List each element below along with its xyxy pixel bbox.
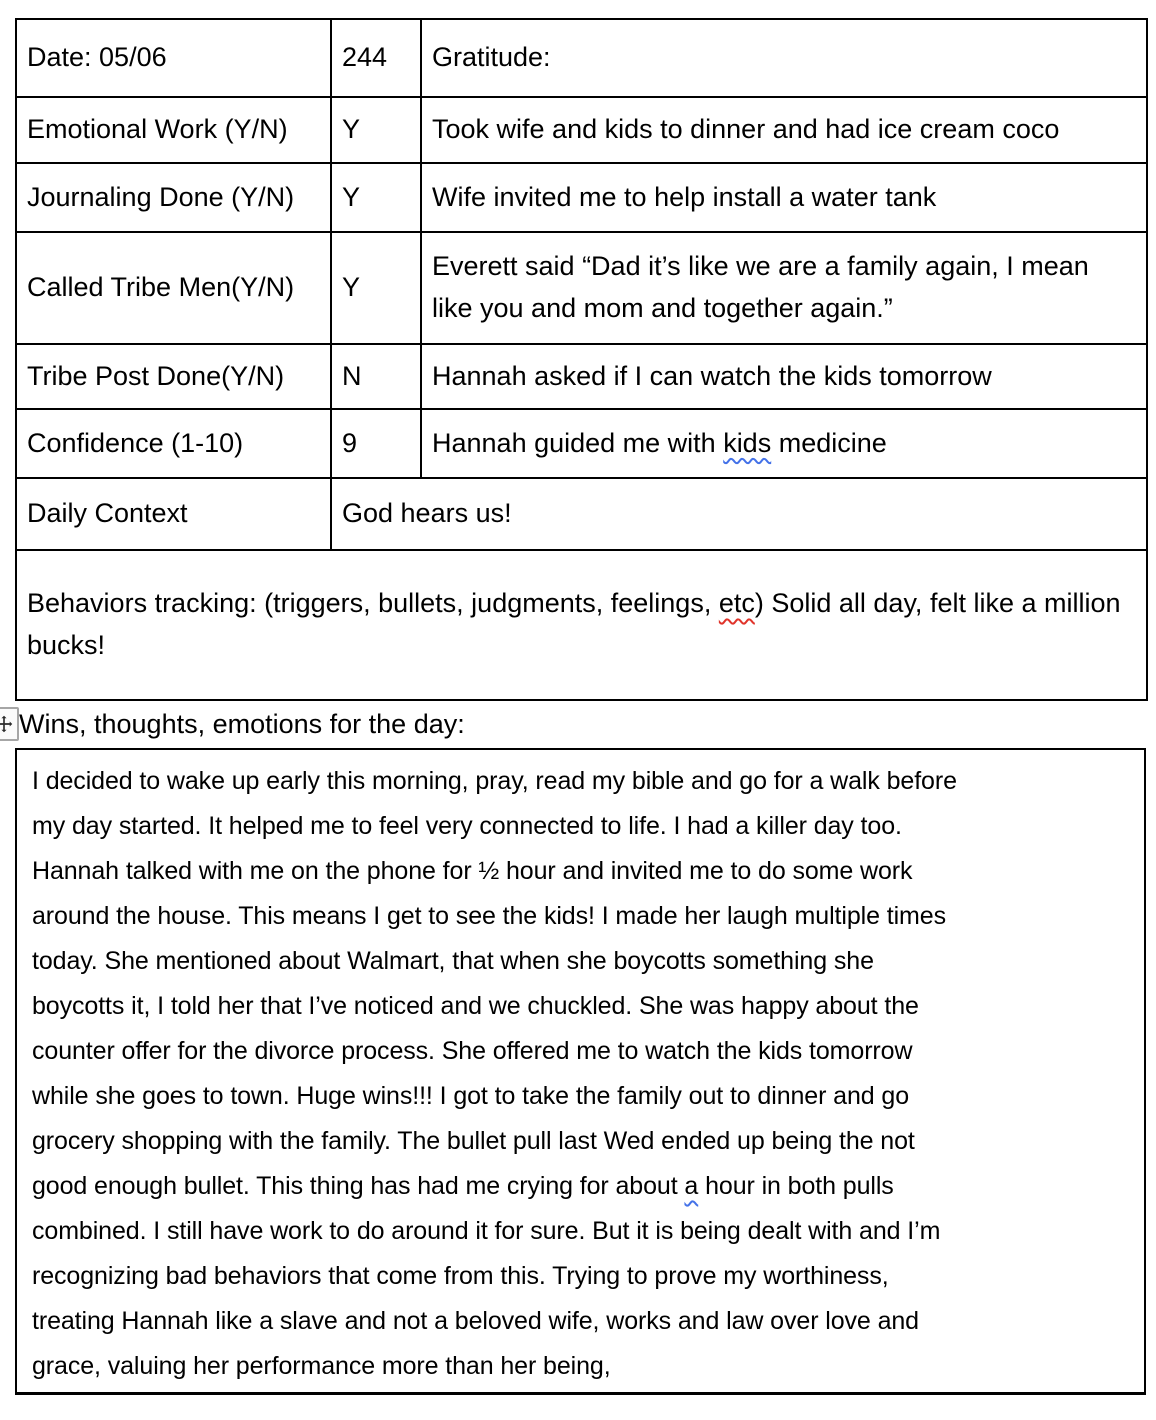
gratitude-header-cell[interactable]: Gratitude: <box>421 19 1147 97</box>
table-row-called-tribe <box>16 232 1147 344</box>
paragraph-line[interactable] <box>32 894 1129 939</box>
day-number-cell[interactable]: 244 <box>331 19 421 97</box>
text-run: boycotts it, I told her that I’ve noticed and we chuckled. She was happy about the <box>32 992 919 1020</box>
wins-section-heading[interactable]: Wins, thoughts, emotions for the day: <box>19 709 465 739</box>
metric-value-cell[interactable]: N <box>331 344 421 409</box>
metric-label-cell[interactable]: Emotional Work (Y/N) <box>16 97 331 163</box>
metric-label-cell[interactable]: Journaling Done (Y/N) <box>16 163 331 232</box>
table-row-header <box>16 19 1147 97</box>
table-move-handle-icon[interactable] <box>0 707 19 741</box>
gratitude-entry-cell[interactable] <box>421 97 1147 163</box>
text-run: ) Solid all day, felt like a million bucks! <box>27 588 1121 660</box>
text-run: Everett said “Dad it’s like we are a family again, I mean like you and mom and together again.” <box>432 251 1089 323</box>
text-run: good enough bullet. This thing has had me crying for about <box>32 1172 685 1200</box>
text-run: medicine <box>771 427 887 458</box>
proofing-marked-word: etc <box>718 588 755 619</box>
metric-label-cell[interactable]: Confidence (1-10) <box>16 409 331 478</box>
table-row-tribe-post <box>16 344 1147 409</box>
table-row-confidence <box>16 409 1147 478</box>
daily-context-label-cell[interactable]: Daily Context <box>16 478 331 550</box>
text-run: I decided to wake up early this morning, pray, read my bible and go for a walk before <box>32 767 957 795</box>
text-run: grocery shopping with the family. The bullet pull last Wed ended up being the not <box>32 1127 915 1155</box>
text-run: recognizing bad behaviors that come from this. Trying to prove my worthiness, <box>32 1262 889 1290</box>
text-run: my day started. It helped me to feel very connected to life. I had a killer day too. <box>32 812 902 840</box>
paragraph-line[interactable] <box>32 939 1129 984</box>
behaviors-tracking-cell[interactable] <box>16 550 1147 700</box>
gratitude-entry-cell[interactable] <box>421 409 1147 478</box>
gratitude-entry-cell[interactable] <box>421 232 1147 344</box>
gratitude-entry-cell[interactable] <box>421 344 1147 409</box>
metric-value-cell[interactable]: 9 <box>331 409 421 478</box>
text-run: Hannah guided me with <box>432 427 724 458</box>
text-run: around the house. This means I get to see the kids! I made her laugh multiple times <box>32 902 946 930</box>
paragraph-line[interactable] <box>32 849 1129 894</box>
four-way-arrow-icon <box>0 715 13 733</box>
text-run: while she goes to town. Huge wins!!! I got to take the family out to dinner and go <box>32 1082 910 1110</box>
text-run: Hannah talked with me on the phone for ½ hour and invited me to do some work <box>32 857 913 885</box>
paragraph-line[interactable] <box>32 1254 1129 1299</box>
table-row-behaviors <box>16 550 1147 700</box>
text-run: Took wife and kids to dinner and had ice cream coco <box>432 114 1060 145</box>
paragraph-line[interactable] <box>32 1119 1129 1164</box>
text-run: Hannah asked if I can watch the kids tomorrow <box>432 360 992 391</box>
text-run: counter offer for the divorce process. She offered me to watch the kids tomorrow <box>32 1037 913 1065</box>
gratitude-entry-cell[interactable] <box>421 163 1147 232</box>
paragraph-line[interactable] <box>32 1029 1129 1074</box>
proofing-marked-word: kids <box>723 427 772 458</box>
paragraph-line[interactable] <box>32 1074 1129 1119</box>
date-cell[interactable]: Date: 05/06 <box>16 19 331 97</box>
paragraph-line[interactable] <box>32 1344 1129 1389</box>
text-run: hour in both pulls <box>698 1172 894 1200</box>
metric-label-cell[interactable]: Called Tribe Men(Y/N) <box>16 232 331 344</box>
table-row-emotional-work <box>16 97 1147 163</box>
text-run: Wife invited me to help install a water tank <box>432 181 937 212</box>
wins-paragraph-box[interactable] <box>15 748 1146 1395</box>
text-run: treating Hannah like a slave and not a beloved wife, works and law over love and <box>32 1307 919 1335</box>
text-run: today. She mentioned about Walmart, that when she boycotts something she <box>32 947 874 975</box>
metric-value-cell[interactable]: Y <box>331 163 421 232</box>
text-run: Behaviors tracking: (triggers, bullets, judgments, feelings, <box>27 588 719 619</box>
paragraph-line[interactable] <box>32 804 1129 849</box>
paragraph-line[interactable] <box>32 984 1129 1029</box>
paragraph-line[interactable] <box>32 759 1129 804</box>
text-run: grace, valuing her performance more than her being, <box>32 1352 611 1380</box>
text-run: combined. I still have work to do around it for sure. But it is being dealt with and I’m <box>32 1217 941 1245</box>
daily-tracking-table <box>15 18 1148 701</box>
metric-label-cell[interactable]: Tribe Post Done(Y/N) <box>16 344 331 409</box>
metric-value-cell[interactable]: Y <box>331 97 421 163</box>
paragraph-line[interactable] <box>32 1209 1129 1254</box>
daily-context-value-cell[interactable]: God hears us! <box>331 478 1147 550</box>
proofing-marked-word: a <box>684 1172 699 1200</box>
metric-value-cell[interactable]: Y <box>331 232 421 344</box>
table-row-daily-context <box>16 478 1147 550</box>
paragraph-line[interactable] <box>32 1164 1129 1209</box>
table-row-journaling <box>16 163 1147 232</box>
paragraph-line[interactable] <box>32 1299 1129 1344</box>
